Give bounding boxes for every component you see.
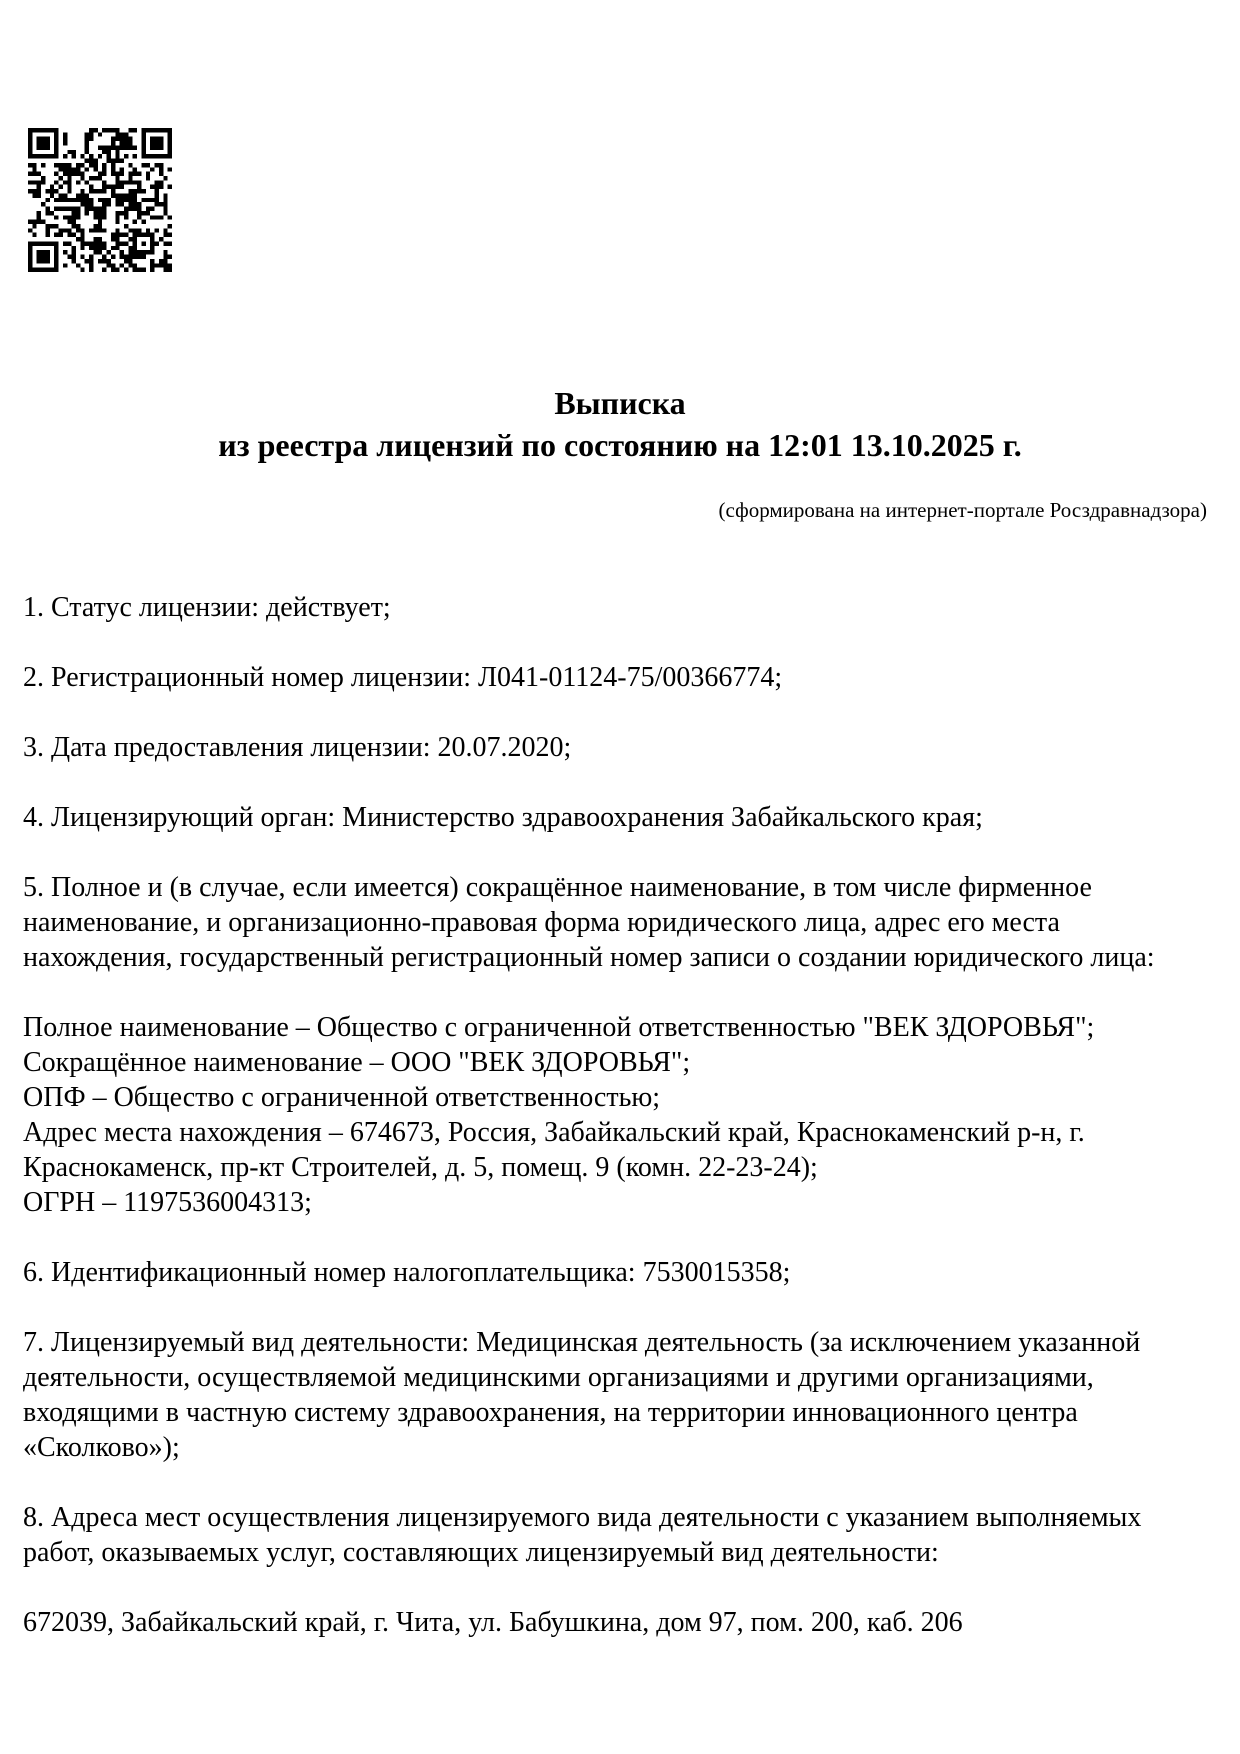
paragraph (23, 1605, 1215, 1640)
document-title-line2: из реестра лицензий по состоянию на 12:01 13.10.2025 г. (218, 427, 1022, 463)
paragraph (23, 800, 1215, 835)
text-line: Полное наименование – Общество с ограниченной ответственностью "ВЕК ЗДОРОВЬЯ"; (23, 1012, 1095, 1043)
text-line: Краснокаменск, пр-кт Строителей, д. 5, помещ. 9 (комн. 22-23-24); (23, 1152, 818, 1183)
text-line: ОГРН – 1197536004313; (23, 1187, 312, 1218)
text-line: Адрес места нахождения – 674673, Россия, Забайкальский край, Краснокаменский р-н, г. (23, 1117, 1085, 1148)
document-title-line1: Выписка (554, 385, 686, 421)
text-line: 672039, Забайкальский край, г. Чита, ул. Бабушкина, дом 97, пом. 200, каб. 206 (23, 1607, 963, 1638)
text-line: 1. Статус лицензии: действует; (23, 592, 391, 623)
text-line: работ, оказываемых услуг, составляющих лицензируемый вид деятельности: (23, 1537, 939, 1568)
text-line: Сокращённое наименование – ООО "ВЕК ЗДОРОВЬЯ"; (23, 1047, 691, 1078)
document-subtitle: (сформирована на интернет-портале Росздравнадзора) (718, 498, 1207, 522)
text-line: деятельности, осуществляемой медицинскими организациями и другими организациями, (23, 1362, 1094, 1393)
text-line: наименование, и организационно-правовая форма юридического лица, адрес его места (23, 907, 1060, 938)
text-line: 3. Дата предоставления лицензии: 20.07.2020; (23, 732, 572, 763)
text-line: 4. Лицензирующий орган: Министерство здравоохранения Забайкальского края; (23, 802, 983, 833)
text-line: ОПФ – Общество с ограниченной ответственностью; (23, 1082, 661, 1113)
text-line: «Сколково»); (23, 1432, 180, 1463)
text-line: входящими в частную систему здравоохранения, на территории инновационного центра (23, 1397, 1078, 1428)
text-line: 6. Идентификационный номер налогоплательщика: 7530015358; (23, 1257, 791, 1288)
text-line: 5. Полное и (в случае, если имеется) сокращённое наименование, в том числе фирменное (23, 872, 1092, 903)
paragraph (23, 1255, 1215, 1290)
paragraph (23, 660, 1215, 695)
paragraph (23, 1325, 1215, 1465)
document-title (0, 382, 1240, 466)
document-body (0, 590, 1240, 1640)
paragraph (23, 590, 1215, 625)
text-line: 8. Адреса мест осуществления лицензируемого вида деятельности с указанием выполняемых (23, 1502, 1142, 1533)
paragraph (23, 1500, 1215, 1570)
text-line: нахождения, государственный регистрационный номер записи о создании юридического лица: (23, 942, 1155, 973)
paragraph (23, 730, 1215, 765)
paragraph (23, 870, 1215, 975)
paragraph (23, 1010, 1215, 1220)
qr-code (28, 128, 172, 272)
text-line: 7. Лицензируемый вид деятельности: Медицинская деятельность (за исключением указанной (23, 1327, 1141, 1358)
text-line: 2. Регистрационный номер лицензии: Л041-01124-75/00366774; (23, 662, 783, 693)
